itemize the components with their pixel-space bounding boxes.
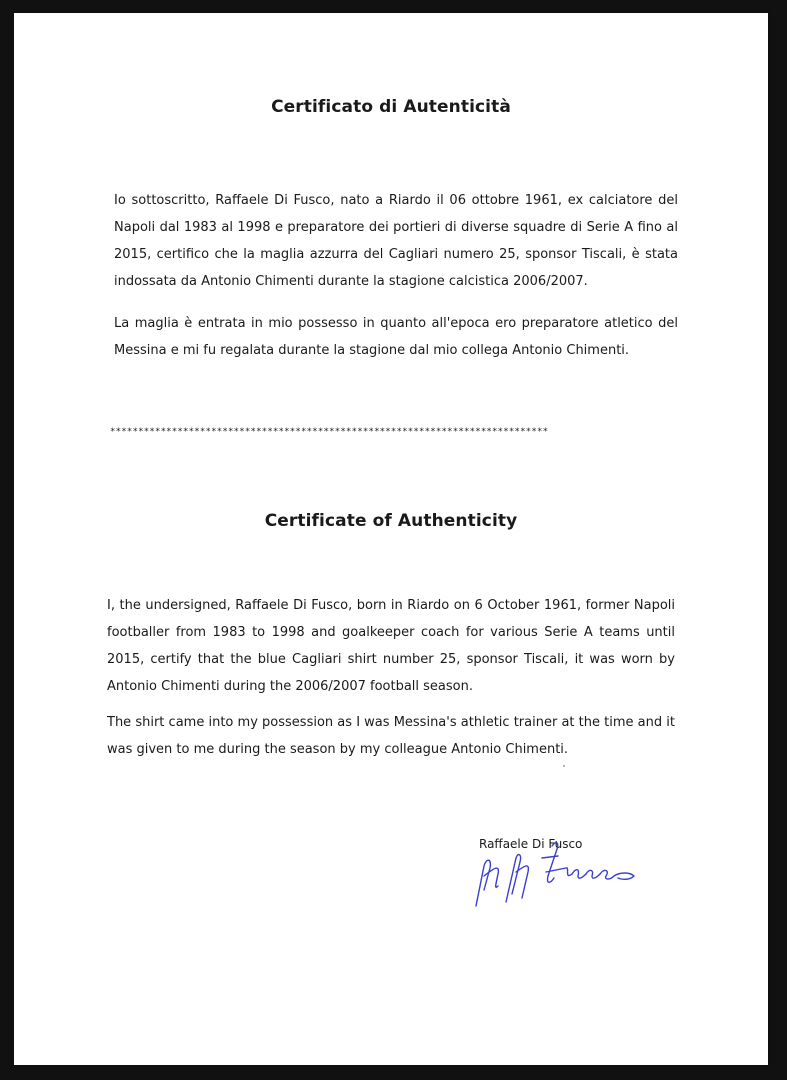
italian-paragraph-2: La maglia è entrata in mio possesso in quanto all'epoca ero preparatore atletico del Messina e mi fu regalata durante la stagione dal mio collega Antonio Chimenti. — [114, 316, 678, 358]
signatory-name: Raffaele Di Fusco — [479, 837, 583, 851]
english-title: Certificate of Authenticity — [264, 511, 518, 531]
paper-speck — [563, 765, 565, 767]
italian-title: Certificato di Autenticità — [271, 97, 511, 117]
english-paragraph-2: The shirt came into my possession as I was Messina's athletic trainer at the time and it was given to me during the season by my colleague Antonio Chimenti. — [107, 715, 675, 757]
separator-line: ****************************************************************************** — [110, 427, 549, 437]
handwritten-signature — [454, 828, 644, 908]
english-paragraph-1: I, the undersigned, Raffaele Di Fusco, born in Riardo on 6 October 1961, former Napoli footballer from 1983 to 1998 and goalkeeper coach for various Serie A teams until 2015, certify that the blue Cagliari shirt number 25, sponsor Tiscali, it was worn by Antonio Chimenti during the 2006/2007 football season. — [107, 598, 675, 694]
certificate-page — [14, 13, 768, 1065]
italian-paragraph-1: Io sottoscritto, Raffaele Di Fusco, nato a Riardo il 06 ottobre 1961, ex calciatore del Napoli dal 1983 al 1998 e preparatore dei portieri di diverse squadre di Serie A fino al 2015, certifico che la maglia azzurra del Cagliari numero 25, sponsor Tiscali, è stata indossata da Antonio Chimenti durante la stagione calcistica 2006/2007. — [114, 193, 678, 289]
